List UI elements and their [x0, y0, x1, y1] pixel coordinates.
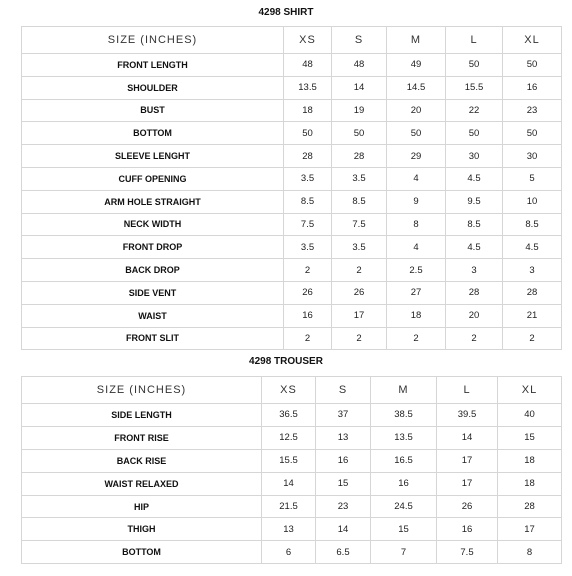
- measurement-value: 50: [387, 122, 446, 145]
- measurement-value: 14: [316, 518, 371, 541]
- measurement-value: 16: [284, 304, 332, 327]
- measurement-value: 19: [332, 99, 387, 122]
- measurement-value: 50: [503, 54, 562, 77]
- measurement-value: 3: [503, 259, 562, 282]
- size-header-l: L: [437, 377, 498, 404]
- measurement-value: 15: [371, 518, 437, 541]
- trouser-size-table: [21, 376, 562, 564]
- measurement-value: 2: [387, 327, 446, 350]
- measurement-value: 14.5: [387, 76, 446, 99]
- measurement-value: 20: [387, 99, 446, 122]
- table-row: [22, 167, 562, 190]
- measurement-value: 9: [387, 190, 446, 213]
- measurement-value: 30: [446, 145, 503, 168]
- table-row: [22, 426, 562, 449]
- measurement-value: 4: [387, 167, 446, 190]
- measurement-value: 8.5: [446, 213, 503, 236]
- measurement-value: 8.5: [284, 190, 332, 213]
- measurement-value: 21.5: [262, 495, 316, 518]
- measurement-value: 30: [503, 145, 562, 168]
- shirt-header-row: [22, 27, 562, 54]
- table-row: [22, 304, 562, 327]
- measurement-value: 16.5: [371, 449, 437, 472]
- measurement-value: 2.5: [387, 259, 446, 282]
- table-row: [22, 236, 562, 259]
- measurement-value: 28: [446, 281, 503, 304]
- measurement-value: 39.5: [437, 404, 498, 427]
- shirt-table-title: 4298 SHIRT: [258, 7, 314, 18]
- measurement-value: 8: [387, 213, 446, 236]
- measurement-value: 2: [332, 327, 387, 350]
- size-header-m: M: [387, 27, 446, 54]
- table-row: [22, 190, 562, 213]
- measurement-value: 18: [498, 472, 562, 495]
- measurement-value: 15: [498, 426, 562, 449]
- measurement-value: 17: [332, 304, 387, 327]
- measurement-value: 9.5: [446, 190, 503, 213]
- measurement-value: 16: [437, 518, 498, 541]
- table-row: [22, 541, 562, 564]
- measurement-value: 27: [387, 281, 446, 304]
- measurement-label: WAIST: [22, 304, 284, 327]
- measurement-value: 14: [262, 472, 316, 495]
- measurement-value: 14: [437, 426, 498, 449]
- measurement-label: SIDE LENGTH: [22, 404, 262, 427]
- measurement-value: 17: [437, 472, 498, 495]
- measurement-value: 26: [437, 495, 498, 518]
- measurement-value: 50: [446, 122, 503, 145]
- measurement-value: 13.5: [284, 76, 332, 99]
- measurement-value: 49: [387, 54, 446, 77]
- measurement-value: 22: [446, 99, 503, 122]
- measurement-value: 3.5: [284, 236, 332, 259]
- measurement-label: FRONT RISE: [22, 426, 262, 449]
- measurement-value: 50: [503, 122, 562, 145]
- measurement-value: 5: [503, 167, 562, 190]
- measurement-label: FRONT LENGTH: [22, 54, 284, 77]
- table-row: [22, 145, 562, 168]
- measurement-value: 40: [498, 404, 562, 427]
- measurement-label: BACK DROP: [22, 259, 284, 282]
- size-header-s: S: [316, 377, 371, 404]
- measurement-value: 28: [284, 145, 332, 168]
- measurement-value: 17: [437, 449, 498, 472]
- measurement-label: WAIST RELAXED: [22, 472, 262, 495]
- measurement-label: SHOULDER: [22, 76, 284, 99]
- size-header-xs: XS: [262, 377, 316, 404]
- measurement-value: 23: [503, 99, 562, 122]
- measurement-label: NECK WIDTH: [22, 213, 284, 236]
- table-row: [22, 327, 562, 350]
- measurement-value: 7.5: [332, 213, 387, 236]
- measurement-value: 16: [503, 76, 562, 99]
- measurement-value: 2: [503, 327, 562, 350]
- measurement-value: 24.5: [371, 495, 437, 518]
- measurement-value: 8.5: [503, 213, 562, 236]
- size-column-header: SIZE (INCHES): [22, 377, 262, 404]
- measurement-value: 18: [284, 99, 332, 122]
- measurement-value: 7.5: [437, 541, 498, 564]
- measurement-value: 13: [316, 426, 371, 449]
- measurement-value: 2: [332, 259, 387, 282]
- measurement-value: 50: [332, 122, 387, 145]
- measurement-value: 50: [284, 122, 332, 145]
- measurement-value: 28: [503, 281, 562, 304]
- measurement-label: CUFF OPENING: [22, 167, 284, 190]
- measurement-value: 4: [387, 236, 446, 259]
- measurement-value: 8: [498, 541, 562, 564]
- size-header-xl: XL: [503, 27, 562, 54]
- measurement-value: 16: [371, 472, 437, 495]
- measurement-value: 15.5: [262, 449, 316, 472]
- size-header-m: M: [371, 377, 437, 404]
- table-row: [22, 281, 562, 304]
- measurement-value: 3: [446, 259, 503, 282]
- table-row: [22, 76, 562, 99]
- measurement-value: 37: [316, 404, 371, 427]
- measurement-label: SIDE VENT: [22, 281, 284, 304]
- table-row: [22, 495, 562, 518]
- measurement-value: 12.5: [262, 426, 316, 449]
- measurement-value: 2: [446, 327, 503, 350]
- measurement-value: 23: [316, 495, 371, 518]
- measurement-label: HIP: [22, 495, 262, 518]
- trouser-table-title: 4298 TROUSER: [249, 356, 323, 367]
- measurement-value: 6.5: [316, 541, 371, 564]
- measurement-value: 3.5: [332, 236, 387, 259]
- trouser-header-row: [22, 377, 562, 404]
- measurement-value: 28: [498, 495, 562, 518]
- measurement-value: 15.5: [446, 76, 503, 99]
- table-row: [22, 213, 562, 236]
- size-header-xs: XS: [284, 27, 332, 54]
- measurement-value: 2: [284, 327, 332, 350]
- measurement-value: 13: [262, 518, 316, 541]
- measurement-label: BOTTOM: [22, 122, 284, 145]
- table-row: [22, 472, 562, 495]
- size-header-s: S: [332, 27, 387, 54]
- measurement-value: 6: [262, 541, 316, 564]
- measurement-label: ARM HOLE STRAIGHT: [22, 190, 284, 213]
- table-row: [22, 518, 562, 541]
- measurement-value: 26: [284, 281, 332, 304]
- measurement-label: SLEEVE LENGHT: [22, 145, 284, 168]
- measurement-label: BUST: [22, 99, 284, 122]
- measurement-value: 4.5: [503, 236, 562, 259]
- measurement-value: 3.5: [284, 167, 332, 190]
- table-row: [22, 259, 562, 282]
- shirt-size-table: [21, 26, 562, 350]
- measurement-label: FRONT DROP: [22, 236, 284, 259]
- table-row: [22, 122, 562, 145]
- measurement-value: 14: [332, 76, 387, 99]
- measurement-value: 48: [284, 54, 332, 77]
- measurement-label: THIGH: [22, 518, 262, 541]
- measurement-value: 10: [503, 190, 562, 213]
- table-row: [22, 54, 562, 77]
- size-column-header: SIZE (INCHES): [22, 27, 284, 54]
- measurement-value: 20: [446, 304, 503, 327]
- measurement-value: 36.5: [262, 404, 316, 427]
- measurement-value: 18: [387, 304, 446, 327]
- measurement-value: 17: [498, 518, 562, 541]
- measurement-value: 28: [332, 145, 387, 168]
- table-row: [22, 99, 562, 122]
- measurement-value: 29: [387, 145, 446, 168]
- size-header-xl: XL: [498, 377, 562, 404]
- measurement-label: BACK RISE: [22, 449, 262, 472]
- measurement-value: 48: [332, 54, 387, 77]
- measurement-value: 13.5: [371, 426, 437, 449]
- measurement-value: 2: [284, 259, 332, 282]
- measurement-value: 4.5: [446, 236, 503, 259]
- measurement-value: 26: [332, 281, 387, 304]
- measurement-label: FRONT SLIT: [22, 327, 284, 350]
- table-row: [22, 404, 562, 427]
- measurement-value: 7: [371, 541, 437, 564]
- measurement-label: BOTTOM: [22, 541, 262, 564]
- measurement-value: 4.5: [446, 167, 503, 190]
- measurement-value: 16: [316, 449, 371, 472]
- table-row: [22, 449, 562, 472]
- measurement-value: 18: [498, 449, 562, 472]
- measurement-value: 3.5: [332, 167, 387, 190]
- measurement-value: 8.5: [332, 190, 387, 213]
- measurement-value: 15: [316, 472, 371, 495]
- measurement-value: 7.5: [284, 213, 332, 236]
- measurement-value: 21: [503, 304, 562, 327]
- size-header-l: L: [446, 27, 503, 54]
- measurement-value: 50: [446, 54, 503, 77]
- measurement-value: 38.5: [371, 404, 437, 427]
